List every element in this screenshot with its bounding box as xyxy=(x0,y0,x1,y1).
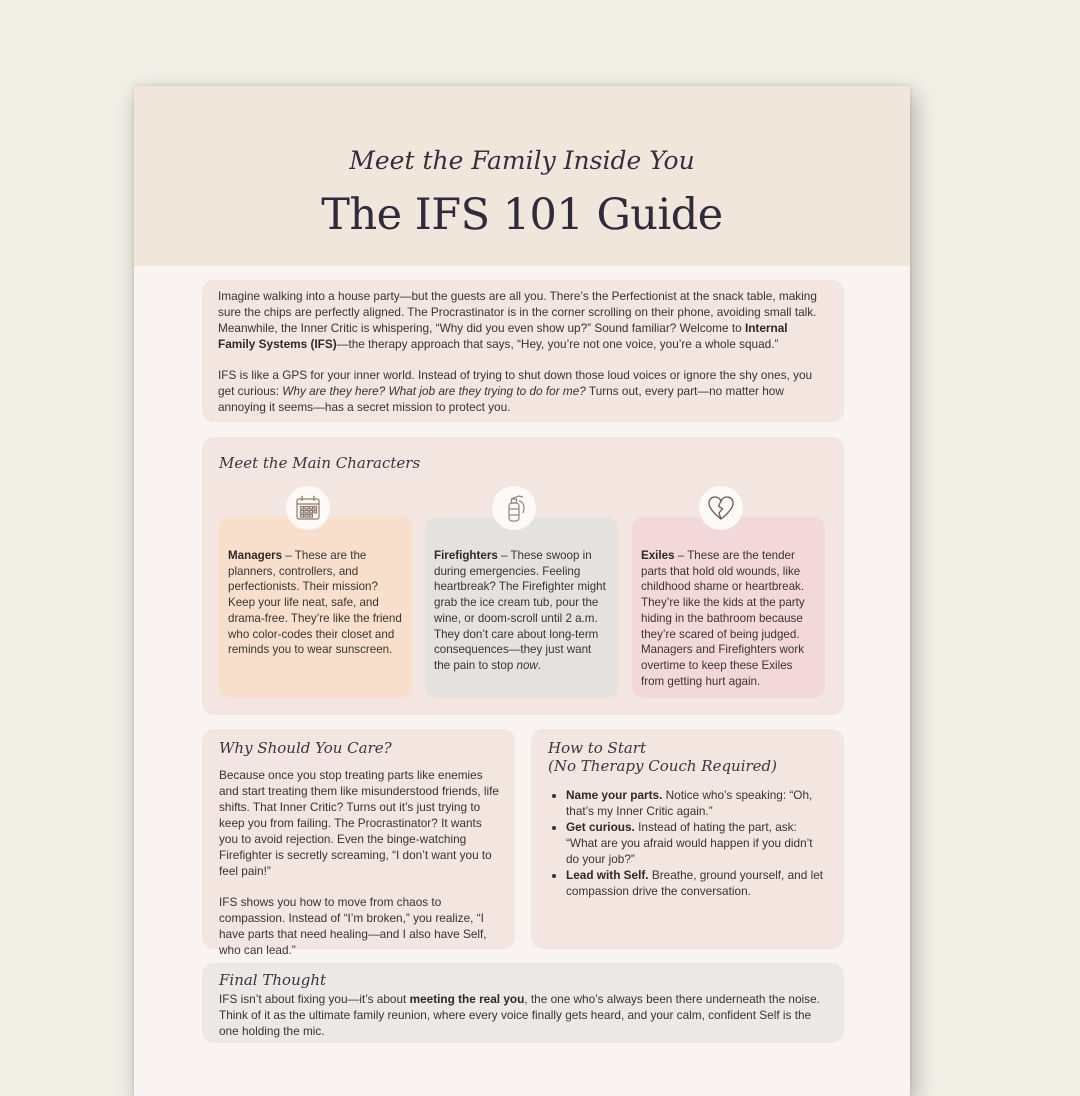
managers-box xyxy=(219,517,412,698)
calendar-icon xyxy=(286,486,330,530)
step-title: Get curious. xyxy=(566,820,635,834)
final-thought-text xyxy=(219,991,828,1039)
steps-list xyxy=(548,787,828,899)
intro-paragraph-1 xyxy=(218,288,828,352)
step-title: Name your parts. xyxy=(566,788,663,802)
step-text: Breathe, ground yourself, and let compassion drive the conversation. xyxy=(566,868,824,898)
why-care-paragraph-2: IFS shows you how to move from chaos to compassion. Instead of “I’m broken,” you realize, “I have parts that need healing—and I also have Self, who can lead.” xyxy=(219,895,487,957)
fire-extinguisher-icon xyxy=(492,486,536,530)
managers-label: Managers xyxy=(228,549,283,562)
firefighters-description xyxy=(434,548,610,674)
list-item xyxy=(566,787,828,819)
list-item xyxy=(566,819,828,867)
characters-heading: Meet the Main Characters xyxy=(219,454,421,472)
final-emphasis: meeting the real you xyxy=(409,992,525,1006)
page-title: The IFS 101 Guide xyxy=(321,190,723,240)
managers-text: – These are the planners, controllers, and perfectionists. Their mission? Keep your life neat, safe, and drama-free. They’re like the friend who color-codes their closet and reminds you to wear sunscreen. xyxy=(228,549,402,657)
step-text: Notice who’s speaking: “Oh, that’s my Inner Critic again.” xyxy=(566,788,813,818)
header-banner xyxy=(134,86,910,266)
final-text: , the one who’s always been there underneath the noise. Think of it as the ultimate family reunion, where every voice finally gets heard, and your calm, confident Self is the one holding the mic. xyxy=(219,992,820,1038)
final-thought-card xyxy=(202,963,844,1043)
exiles-text: – These are the tender parts that hold old wounds, like childhood shame or heartbreak. They’re like the kids at the party hiding in the bathroom because they’re scared of being judged. Managers and Firefighters work overtime to keep these Exiles from getting hurt again. xyxy=(641,549,805,688)
firefighters-emphasis: now xyxy=(516,658,538,672)
intro-text: —the therapy approach that says, “Hey, you’re not one voice, you’re a whole squad.” xyxy=(336,337,779,351)
ifs-term: Internal Family Systems (IFS) xyxy=(218,321,788,351)
step-title: Lead with Self. xyxy=(566,868,649,882)
firefighters-tail: . xyxy=(537,658,542,672)
why-care-card xyxy=(202,729,515,957)
step-text: Instead of hating the part, ask: “What are you afraid would happen if you didn’t do your job?” xyxy=(566,820,813,866)
how-to-start-card xyxy=(531,729,844,949)
intro-text: IFS is like a GPS for your inner world. Instead of trying to shut down those loud voices or ignore the shy ones, you get curious: xyxy=(218,368,813,398)
why-care-heading: Why Should You Care? xyxy=(219,739,392,757)
firefighters-text: – These swoop in during emergencies. Feeling heartbreak? The Firefighter might grab the ice cream tub, pour the wine, or doom-scroll until 2 a.m. They don’t care about long-term consequences—they just want the pain to stop xyxy=(434,549,606,672)
exiles-box xyxy=(632,517,825,698)
intro-text: Turns out, every part—no matter how annoying it seems—has a secret mission to protect you. xyxy=(218,384,784,414)
exiles-description xyxy=(641,548,817,689)
how-heading-line-2: (No Therapy Couch Required) xyxy=(548,757,778,775)
list-item xyxy=(566,867,828,899)
intro-paragraph-2 xyxy=(218,367,828,415)
intro-card xyxy=(202,280,844,422)
firefighters-box xyxy=(425,517,618,698)
intro-text: Imagine walking into a house party—but the guests are all you. There’s the Perfectionist at the snack table, making sure the chips are perfectly aligned. The Procrastinator is in the corner scrolling on their phone, avoiding small talk. Meanwhile, the Inner Critic is whispering, “Why did you even show up?” Sound familiar? Welcome to xyxy=(218,289,817,335)
broken-heart-icon xyxy=(699,486,743,530)
exiles-label: Exiles xyxy=(641,549,675,562)
final-text: IFS isn’t about fixing you—it’s about xyxy=(219,992,410,1006)
final-thought-heading: Final Thought xyxy=(219,971,327,989)
intro-questions: Why are they here? What job are they trying to do for me? xyxy=(282,384,586,398)
guide-page xyxy=(134,86,910,1096)
managers-description xyxy=(228,548,404,658)
firefighters-label: Firefighters xyxy=(434,549,498,562)
why-care-paragraph-1: Because once you stop treating parts like enemies and start treating them like misunderstood friends, life shifts. That Inner Critic? Turns out it’s just trying to keep you from failing. The Procrastinator? It wants you to avoid rejection. Even the binge-watching Firefighter is secretly screaming, “I don’t want you to feel pain!” xyxy=(219,768,499,878)
main-characters-card xyxy=(202,437,844,715)
page-subtitle: Meet the Family Inside You xyxy=(349,146,695,175)
how-to-start-heading xyxy=(548,739,828,775)
how-heading-line-1: How to Start xyxy=(548,739,646,757)
